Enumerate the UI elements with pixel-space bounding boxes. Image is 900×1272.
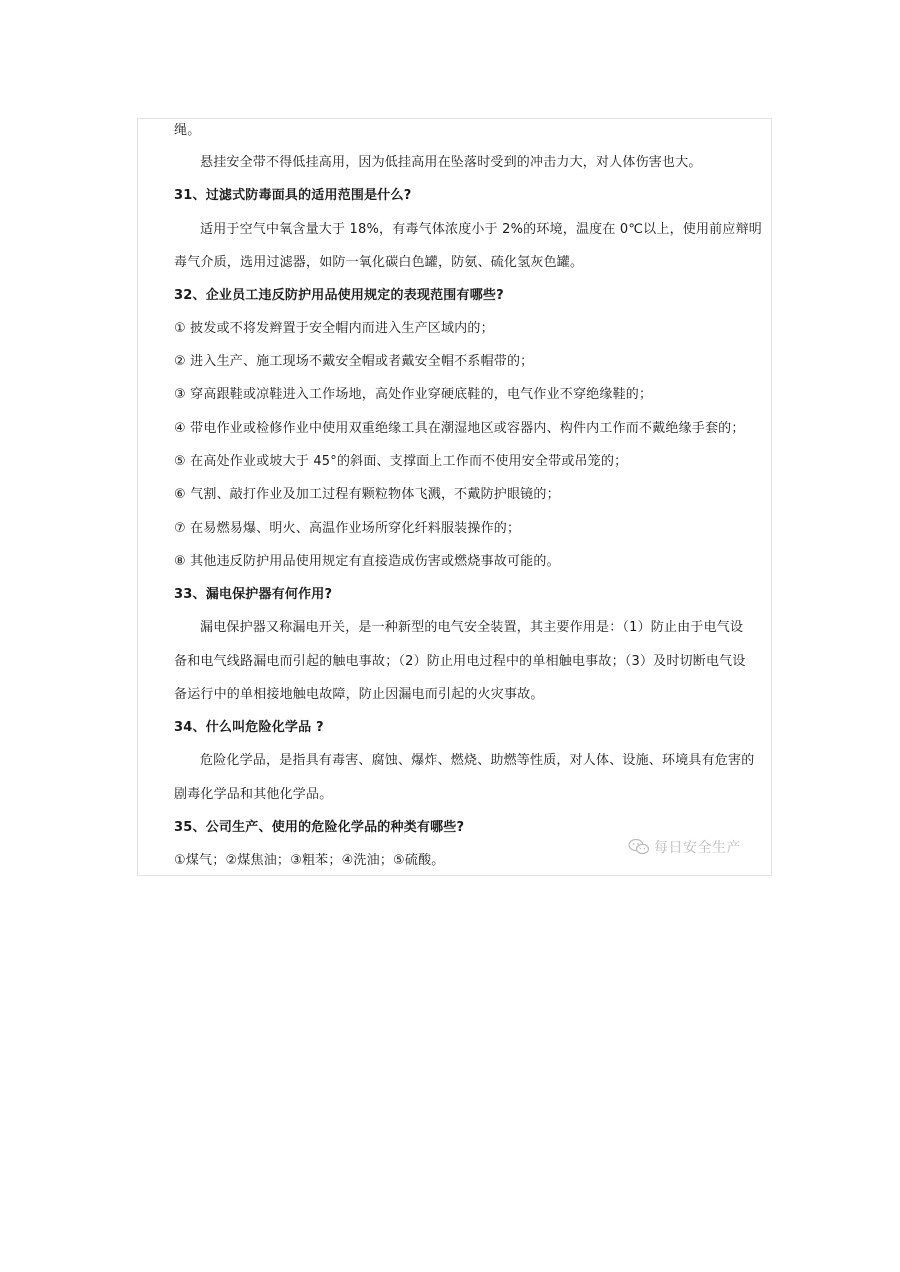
document-page: [137, 118, 772, 876]
paragraph-line: 毒气介质，选用过滤器，如防一氧化碳白色罐，防氨、硫化氢灰色罐。: [174, 255, 584, 270]
paragraph-line: 适用于空气中氧含量大于 18%，有毒气体浓度小于 2%的环境，温度在 0℃以上，使用前应辩明: [200, 222, 762, 237]
watermark: [628, 837, 741, 857]
paragraph-line: 备运行中的单相接地触电故障，防止因漏电而引起的火灾事故。: [174, 687, 544, 702]
question-heading-32: 32、企业员工违反防护用品使用规定的表现范围有哪些?: [174, 288, 504, 303]
wechat-icon: [628, 838, 650, 856]
list-item: ⑥ 气割、敲打作业及加工过程有颗粒物体飞溅，不戴防护眼镜的；: [174, 487, 560, 502]
question-heading-34: 34、什么叫危险化学品 ?: [174, 720, 324, 735]
list-item: ② 进入生产、施工现场不戴安全帽或者戴安全帽不系帽带的；: [174, 354, 534, 369]
watermark-text: 每日安全生产: [654, 840, 741, 856]
paragraph-line: 剧毒化学品和其他化学品。: [174, 787, 333, 802]
list-item: ⑧ 其他违反防护用品使用规定有直接造成伤害或燃烧事故可能的。: [174, 554, 560, 569]
paragraph-line: 绳。: [174, 123, 201, 138]
paragraph-line: 漏电保护器又称漏电开关，是一种新型的电气安全装置，其主要作用是：（1）防止由于电气设: [200, 620, 744, 635]
paragraph-line: ①煤气；②煤焦油；③粗苯；④洗油；⑤硫酸。: [174, 853, 445, 868]
list-item: ⑤ 在高处作业或坡大于 45°的斜面、支撑面上工作而不使用安全带或吊笼的；: [174, 454, 628, 469]
list-item: ① 披发或不将发辫置于安全帽内而进入生产区域内的；: [174, 321, 494, 336]
question-heading-35: 35、公司生产、使用的危险化学品的种类有哪些?: [174, 820, 465, 835]
list-item: ⑦ 在易燃易爆、明火、高温作业场所穿化纤料服装操作的；: [174, 521, 521, 536]
paragraph-line: 危险化学品，是指具有毒害、腐蚀、爆炸、燃烧、助燃等性质，对人体、设施、环境具有危害的: [200, 753, 755, 768]
paragraph-line: 悬挂安全带不得低挂高用，因为低挂高用在坠落时受到的冲击力大，对人体伤害也大。: [200, 155, 702, 170]
list-item: ④ 带电作业或检修作业中使用双重绝缘工具在潮湿地区或容器内、构件内工作而不戴绝缘手套的；: [174, 421, 745, 436]
paragraph-line: 备和电气线路漏电而引起的触电事故；（2）防止用电过程中的单相触电事故；（3）及时切断电气设: [174, 654, 746, 669]
question-heading-31: 31、过滤式防毒面具的适用范围是什么?: [174, 188, 412, 203]
question-heading-33: 33、漏电保护器有何作用?: [174, 587, 333, 602]
list-item: ③ 穿高跟鞋或凉鞋进入工作场地，高处作业穿硬底鞋的，电气作业不穿绝缘鞋的；: [174, 387, 653, 402]
